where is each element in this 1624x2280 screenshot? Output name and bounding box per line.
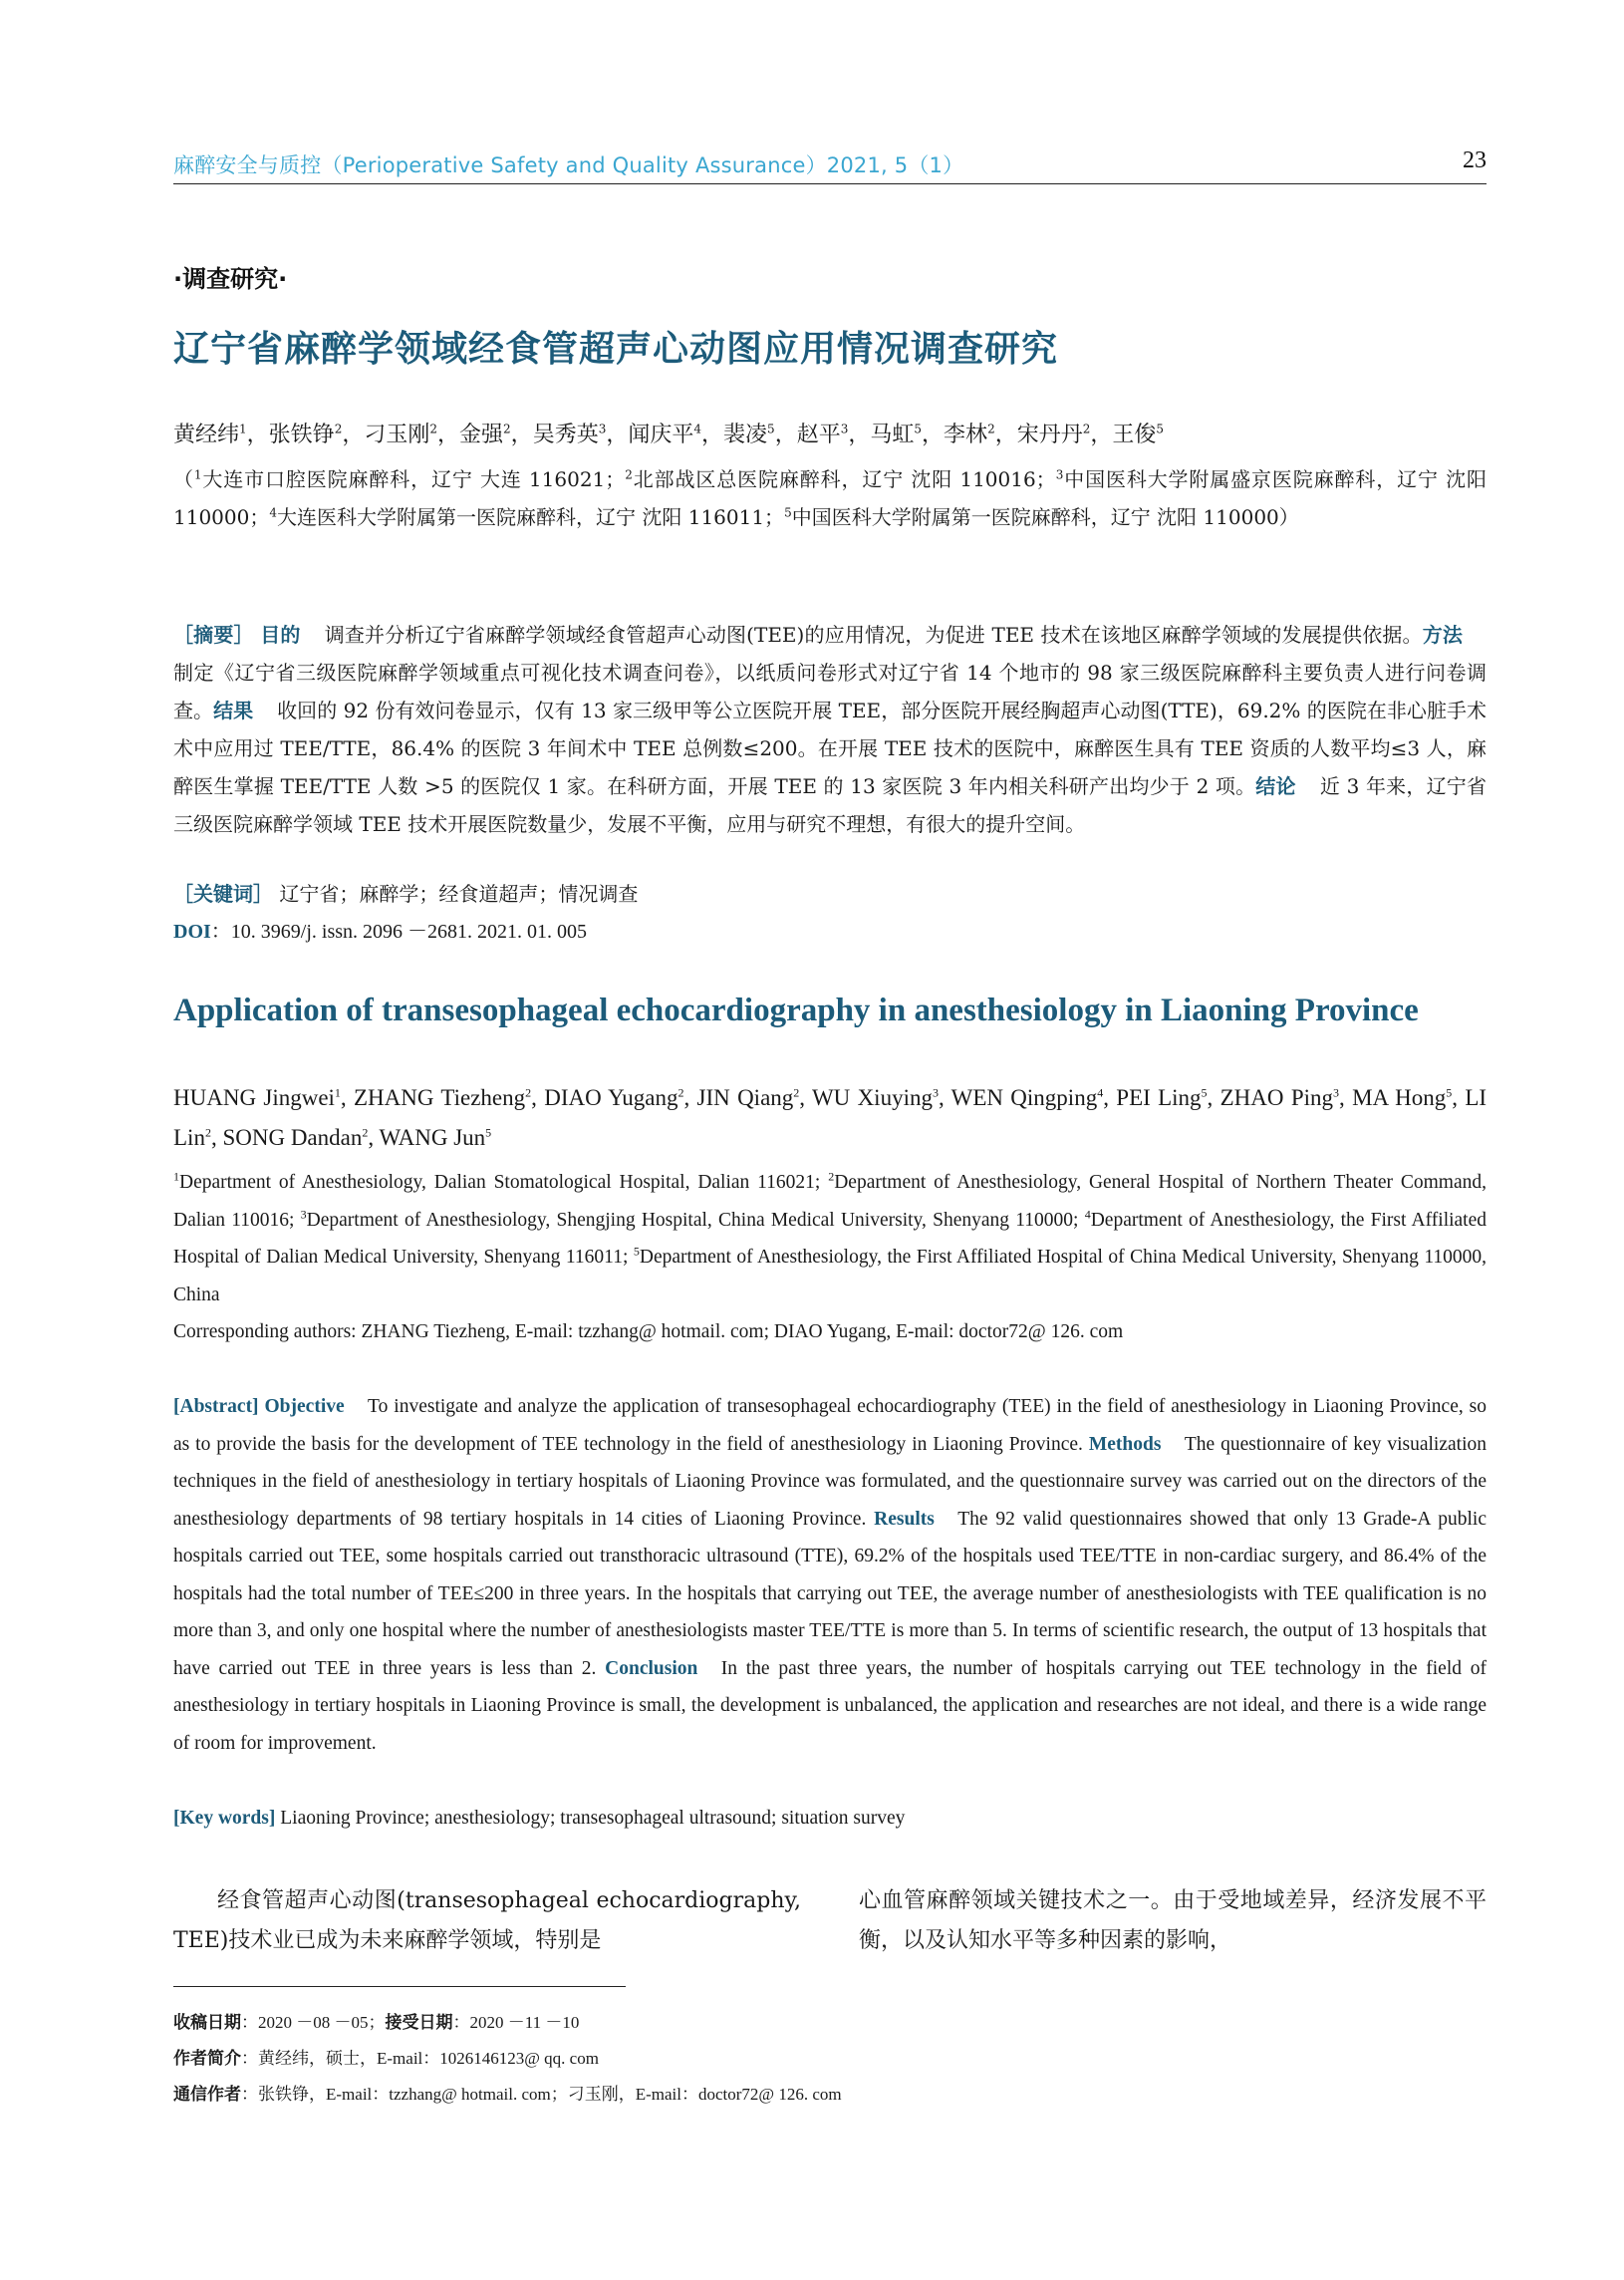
english-authors bbox=[173, 1078, 1487, 1158]
affiliation-marker: 5 bbox=[767, 422, 775, 436]
author-name: 宋丹丹 bbox=[1016, 423, 1083, 447]
author-bio: ：黄经纬，硕士，E-mail：1026146123@ qq. com bbox=[241, 2049, 599, 2068]
english-title: Application of transesophageal echocardiography in anesthesiology in Liaoning Province bbox=[173, 993, 1419, 1028]
author-name: 张铁铮 bbox=[268, 423, 335, 447]
conclusion-text: 近 3 年来，辽宁省三级医院麻醉学领域 TEE 技术开展医院数量少，发展不平衡，应用与研究不理想，有很大的提升空间。 bbox=[173, 774, 1487, 836]
doi-value[interactable]: ：10. 3969/j. issn. 2096 －2681. 2021. 01. 005 bbox=[210, 921, 588, 943]
affiliation-marker: 2 bbox=[1082, 422, 1091, 436]
affiliation-marker: 5 bbox=[784, 505, 792, 520]
abstract-label: [Abstract] bbox=[173, 1396, 259, 1417]
separator: ， bbox=[1090, 423, 1113, 447]
objective-text: 调查并分析辽宁省麻醉学领域经食管超声心动图(TEE)的应用情况，为促进 TEE 技术在该地区麻醉学领域的发展提供依据。 bbox=[324, 623, 1423, 647]
author-name: SONG Dandan bbox=[222, 1125, 363, 1150]
affiliation-marker: 3 bbox=[1333, 1085, 1339, 1100]
affiliation-marker: 2 bbox=[429, 422, 437, 436]
separator: , bbox=[1103, 1085, 1117, 1110]
affiliation-marker: 3 bbox=[1055, 467, 1064, 482]
english-keywords bbox=[173, 1800, 1487, 1838]
corresponding-label: 通信作者 bbox=[173, 2085, 241, 2105]
affiliation-marker: 2 bbox=[625, 467, 633, 482]
objective-label: 目的 bbox=[260, 623, 301, 647]
paren: （ bbox=[173, 467, 194, 491]
author-name: 金强 bbox=[459, 423, 504, 447]
methods-text: The questionnaire of key visualization techniques in the field of anesthesiology in tertiary hospitals of Liaoning Province was formulated, and the questionnaire survey was carried out on the directors of the anesthesiology departments of 98 tertiary hospitals in 14 cities of Liaoning Province. bbox=[173, 1433, 1487, 1530]
methods-label: Methods bbox=[1088, 1433, 1162, 1455]
corresponding-info: ：张铁铮，E-mail：tzzhang@ hotmail. com；刁玉刚，E-mail：doctor72@ 126. com bbox=[241, 2085, 842, 2104]
author-name: WEN Qingping bbox=[950, 1085, 1098, 1110]
affiliation-marker: 2 bbox=[362, 1125, 369, 1140]
abstract-label: ［摘要］ bbox=[173, 623, 254, 647]
results-text: 收回的 92 份有效问卷显示，仅有 13 家三级甲等公立医院开展 TEE，部分医院开展经胸超声心动图(TTE)，69.2% 的医院在非心脏手术术中应用过 TEE/TTE，86.4% 的医院 3 年间术中 TEE 总例数≤200。在开展 TEE 技术的医院中，麻醉医生具有 TEE 资质的人数平均≤3 人，麻醉医生掌握 TEE/TTE 人数 >5 的医院仅 1 家。在科研方面，开展 TEE 的 13 家医院 3 年内相关科研产出均少于 2 项。 bbox=[173, 699, 1488, 798]
results-label: Results bbox=[874, 1508, 935, 1530]
affiliation-marker: 3 bbox=[598, 422, 607, 436]
affiliation-text: 中国医科大学附属第一医院麻醉科，辽宁 沈阳 110000 bbox=[791, 505, 1279, 529]
affiliation-text: 中国医科大学附属盛京医院麻醉科，辽宁 沈阳 110000； bbox=[173, 467, 1488, 529]
separator: ， bbox=[510, 423, 533, 447]
affiliation-text: Department of Anesthesiology, Dalian Stomatological Hospital, Dalian 116021; bbox=[179, 1172, 829, 1193]
conclusion-text: In the past three years, the number of hospitals carrying out TEE technology in the field of anesthesiology in tertiary hospitals in Liaoning Province is small, the development is unbalanced, the application and researches are not ideal, and there is a wide range of room for improvement. bbox=[173, 1657, 1487, 1754]
author-name: 赵平 bbox=[796, 423, 841, 447]
author-bio-label: 作者简介 bbox=[173, 2049, 241, 2069]
english-abstract bbox=[173, 1388, 1487, 1762]
affiliation-marker: 3 bbox=[932, 1085, 939, 1100]
author-name: ZHAO Ping bbox=[1219, 1085, 1333, 1110]
affiliation-marker: 5 bbox=[485, 1125, 492, 1140]
author-name: HUANG Jingwei bbox=[173, 1085, 335, 1110]
affiliation-marker: 1 bbox=[239, 422, 247, 436]
affiliation-marker: 4 bbox=[1097, 1085, 1104, 1100]
affiliation-marker: 1 bbox=[334, 1085, 341, 1100]
affiliation-marker: 4 bbox=[269, 505, 277, 520]
affiliation-marker: 5 bbox=[633, 1244, 640, 1259]
separator: , bbox=[210, 1125, 223, 1150]
author-name: 吴秀英 bbox=[532, 423, 599, 447]
results-label: 结果 bbox=[213, 699, 254, 722]
running-header bbox=[173, 147, 1487, 184]
chinese-authors bbox=[173, 419, 1487, 452]
separator: ， bbox=[848, 423, 871, 447]
affiliation-text: Department of Anesthesiology, the First Affiliated Hospital of China Medical University, Shenyang 110000, China bbox=[173, 1247, 1487, 1305]
footnotes bbox=[173, 2005, 1487, 2113]
results-text: The 92 valid questionnaires showed that only 13 Grade-A public hospitals carried out TEE, some hospitals carried out transthoracic ultrasound (TTE), 69.2% of the hospitals used TEE/TTE in non-cardiac surgery, and 86.4% of the hospitals had the total number of TEE≤200 in three years. In the hospitals that carrying out TEE, the average number of anesthesiologists with TEE qualification is no more than 3, and only one hospital where the number of anesthesiologists master TEE/TTE is more than 5. In terms of scientific research, the output of 13 hospitals that have carried out TEE in three years is less than 2. bbox=[173, 1508, 1487, 1679]
keywords-label: [Key words] bbox=[173, 1808, 276, 1829]
author-name: JIN Qiang bbox=[696, 1085, 794, 1110]
affiliation-marker: 5 bbox=[1156, 422, 1165, 436]
doi bbox=[173, 913, 587, 951]
page-number: 23 bbox=[1463, 147, 1487, 173]
paren: ） bbox=[1278, 505, 1299, 529]
journal-citation: 麻醉安全与质控（Perioperative Safety and Quality Assurance）2021, 5（1） bbox=[173, 153, 964, 177]
doi-label: DOI bbox=[173, 921, 211, 943]
separator: ， bbox=[701, 423, 724, 447]
separator: ， bbox=[437, 423, 460, 447]
affiliation-marker: 2 bbox=[204, 1125, 211, 1140]
keywords-text: 辽宁省；麻醉学；经食道超声；情况调查 bbox=[279, 882, 639, 906]
affiliation-marker: 2 bbox=[525, 1085, 532, 1100]
separator: , bbox=[1339, 1085, 1353, 1110]
chinese-title: 辽宁省麻醉学领域经食管超声心动图应用情况调查研究 bbox=[173, 328, 1059, 370]
separator: ， bbox=[342, 423, 365, 447]
separator: , bbox=[1207, 1085, 1220, 1110]
methods-label: 方法 bbox=[1422, 623, 1464, 647]
author-name: LI Lin bbox=[173, 1085, 1488, 1150]
body-text-left-column: 经食管超声心动图(transesophageal echocardiography, TEE)技术业已成为未来麻醉学领域，特别是 bbox=[173, 1888, 801, 1953]
author-name: 黄经纬 bbox=[173, 423, 240, 447]
author-name: 裴凌 bbox=[723, 423, 768, 447]
separator: ， bbox=[774, 423, 797, 447]
affiliation-marker: 4 bbox=[693, 422, 702, 436]
affiliation-text: 大连医科大学附属第一医院麻醉科，辽宁 沈阳 116011； bbox=[277, 505, 785, 529]
separator: ， bbox=[994, 423, 1017, 447]
corresponding-authors: Corresponding authors: ZHANG Tiezheng, E-mail: tzzhang@ hotmail. com; DIAO Yugang, E-mail: doctor72@ 126. com bbox=[173, 1321, 1124, 1342]
affiliation-marker: 5 bbox=[914, 422, 923, 436]
author-name: 王俊 bbox=[1112, 423, 1157, 447]
separator: , bbox=[799, 1085, 812, 1110]
affiliation-marker: 1 bbox=[193, 467, 202, 482]
separator: , bbox=[683, 1085, 697, 1110]
author-name: PEI Ling bbox=[1116, 1085, 1202, 1110]
separator: ， bbox=[922, 423, 945, 447]
footnote-divider bbox=[173, 1986, 626, 1987]
affiliation-marker: 3 bbox=[840, 422, 849, 436]
affiliation-marker: 2 bbox=[828, 1169, 835, 1184]
affiliation-text: Department of Anesthesiology, the First Affiliated Hospital of Dalian Medical University, Shenyang 116011; bbox=[173, 1209, 1488, 1268]
separator: ， bbox=[246, 423, 269, 447]
affiliation-text: 北部战区总医院麻醉科，辽宁 沈阳 110016； bbox=[632, 467, 1056, 491]
author-name: 闻庆平 bbox=[628, 423, 694, 447]
affiliation-text: 大连市口腔医院麻醉科，辽宁 大连 116021； bbox=[201, 467, 626, 491]
affiliation-marker: 2 bbox=[793, 1085, 800, 1100]
affiliation-marker: 2 bbox=[987, 422, 995, 436]
accepted-date: ：2020 －11 －10 bbox=[452, 2013, 580, 2032]
author-name: 刁玉刚 bbox=[364, 423, 430, 447]
separator: , bbox=[531, 1085, 545, 1110]
author-name: MA Hong bbox=[1352, 1085, 1447, 1110]
footnote-dates bbox=[173, 2005, 1487, 2041]
chinese-abstract bbox=[173, 616, 1487, 843]
affiliation-marker: 5 bbox=[1446, 1085, 1453, 1100]
affiliation-text: Department of Anesthesiology, Shengjing Hospital, China Medical University, Shenyang 110000; bbox=[306, 1209, 1085, 1231]
author-name: 马虹 bbox=[870, 423, 915, 447]
body-text-right-column: 心血管麻醉领域关键技术之一。由于受地域差异，经济发展不平衡，以及认知水平等多种因素的影响， bbox=[859, 1888, 1487, 1953]
english-affiliations bbox=[173, 1164, 1487, 1313]
received-label: 收稿日期 bbox=[173, 2013, 241, 2033]
separator: , bbox=[340, 1085, 354, 1110]
affiliation-marker: 2 bbox=[334, 422, 343, 436]
keywords-label: ［关键词］ bbox=[173, 882, 273, 906]
separator: ， bbox=[606, 423, 629, 447]
chinese-keywords bbox=[173, 875, 638, 913]
affiliation-marker: 5 bbox=[1201, 1085, 1208, 1100]
footnote-author-bio bbox=[173, 2041, 1487, 2077]
author-name: WANG Jun bbox=[379, 1125, 486, 1150]
conclusion-label: Conclusion bbox=[605, 1657, 698, 1679]
affiliation-marker: 2 bbox=[503, 422, 511, 436]
affiliation-marker: 1 bbox=[173, 1169, 179, 1184]
author-name: 李林 bbox=[944, 423, 988, 447]
affiliation-marker: 3 bbox=[300, 1207, 307, 1221]
separator: , bbox=[368, 1125, 380, 1150]
conclusion-label: 结论 bbox=[1255, 774, 1296, 798]
objective-label: Objective bbox=[264, 1396, 345, 1417]
column-tag: ·调查研究· bbox=[173, 265, 288, 293]
accepted-label: 接受日期 bbox=[385, 2013, 453, 2033]
objective-text: To investigate and analyze the application of transesophageal echocardiography (TEE) in the field of anesthesiology in Liaoning Province, so as to provide the basis for the development of TEE technology in the field of anesthesiology in Liaoning Province. bbox=[173, 1396, 1488, 1455]
author-name: WU Xiuying bbox=[811, 1085, 933, 1110]
received-date: ：2020 －08 －05； bbox=[241, 2013, 386, 2032]
separator: , bbox=[1452, 1085, 1466, 1110]
author-name: ZHANG Tiezheng bbox=[354, 1085, 526, 1110]
affiliation-marker: 2 bbox=[677, 1085, 684, 1100]
affiliation-marker: 4 bbox=[1084, 1207, 1091, 1221]
separator: , bbox=[938, 1085, 951, 1110]
methods-text: 制定《辽宁省三级医院麻醉学领域重点可视化技术调查问卷》，以纸质问卷形式对辽宁省 14 个地市的 98 家三级医院麻醉科主要负责人进行问卷调查。 bbox=[173, 661, 1487, 722]
footnote-corresponding bbox=[173, 2077, 1487, 2113]
affiliation-text: Department of Anesthesiology, General Hospital of Northern Theater Command, Dalian 110016; bbox=[173, 1172, 1487, 1231]
author-name: DIAO Yugang bbox=[544, 1085, 678, 1110]
keywords-text: Liaoning Province; anesthesiology; transesophageal ultrasound; situation survey bbox=[280, 1808, 906, 1829]
chinese-affiliations bbox=[173, 460, 1487, 536]
